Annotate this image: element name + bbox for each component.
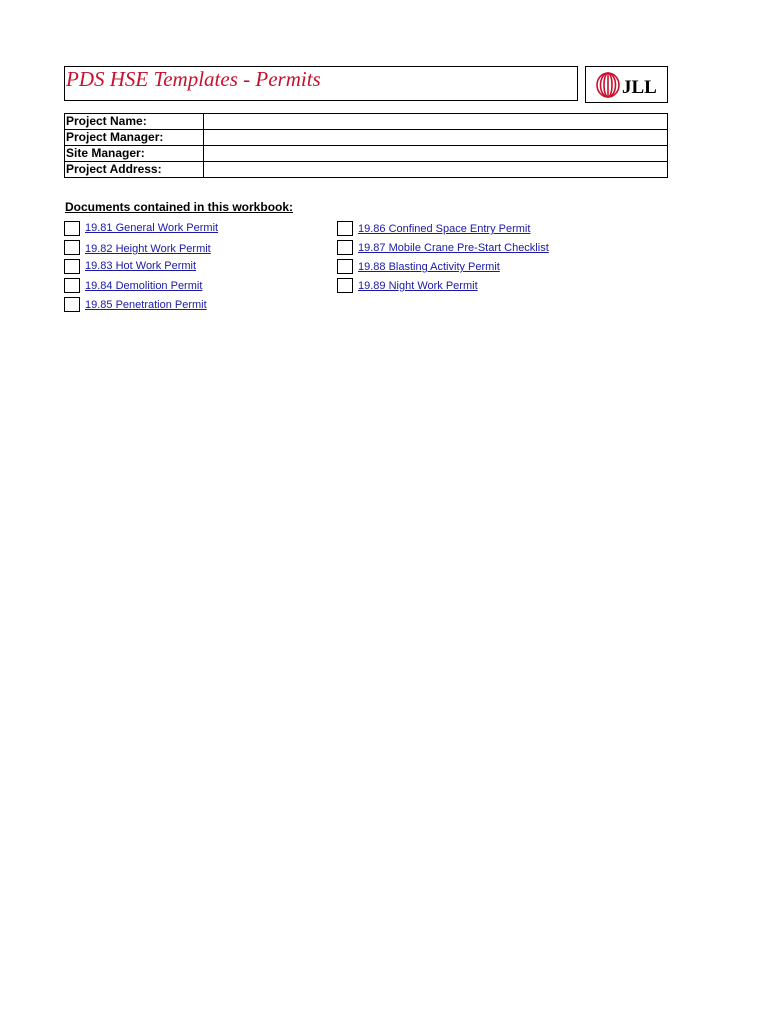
project-manager-label: Project Manager:	[65, 130, 204, 146]
document-link-19-83[interactable]: 19.83 Hot Work Permit	[85, 260, 197, 272]
page-title: PDS HSE Templates - Permits	[66, 67, 321, 91]
document-checkbox[interactable]	[64, 240, 80, 255]
document-checkbox[interactable]	[64, 278, 80, 293]
document-checkbox[interactable]	[337, 240, 353, 255]
document-link-19-88[interactable]: 19.88 Blasting Activity Permit	[358, 261, 500, 273]
project-info-table	[64, 113, 668, 178]
document-link-19-84[interactable]: 19.84 Demolition Permit	[85, 280, 203, 292]
project-manager-field[interactable]	[204, 130, 668, 146]
title-box	[64, 66, 578, 101]
document-checkbox[interactable]	[64, 221, 80, 236]
logo-box	[585, 66, 668, 103]
document-checkbox[interactable]	[64, 259, 80, 274]
project-name-label: Project Name:	[65, 114, 204, 130]
table-row	[65, 130, 668, 146]
table-row	[65, 146, 668, 162]
document-checkbox[interactable]	[337, 278, 353, 293]
document-link-19-85[interactable]: 19.85 Penetration Permit	[85, 299, 207, 311]
table-row	[65, 162, 668, 178]
documents-heading: Documents contained in this workbook:	[65, 200, 294, 214]
site-manager-field[interactable]	[204, 146, 668, 162]
document-checkbox[interactable]	[64, 297, 80, 312]
table-row	[65, 114, 668, 130]
site-manager-label: Site Manager:	[65, 146, 204, 162]
project-name-field[interactable]	[204, 114, 668, 130]
document-link-19-89[interactable]: 19.89 Night Work Permit	[358, 280, 478, 292]
project-address-field[interactable]	[204, 162, 668, 178]
logo-text: JLL	[622, 77, 657, 98]
document-link-19-86[interactable]: 19.86 Confined Space Entry Permit	[358, 223, 531, 235]
project-address-label: Project Address:	[65, 162, 204, 178]
jll-logo-icon	[595, 71, 661, 99]
document-link-19-87[interactable]: 19.87 Mobile Crane Pre-Start Checklist	[358, 242, 549, 254]
document-checkbox[interactable]	[337, 221, 353, 236]
document-checkbox[interactable]	[337, 259, 353, 274]
document-link-19-81[interactable]: 19.81 General Work Permit	[85, 222, 219, 234]
document-link-19-82[interactable]: 19.82 Height Work Permit	[85, 243, 211, 255]
